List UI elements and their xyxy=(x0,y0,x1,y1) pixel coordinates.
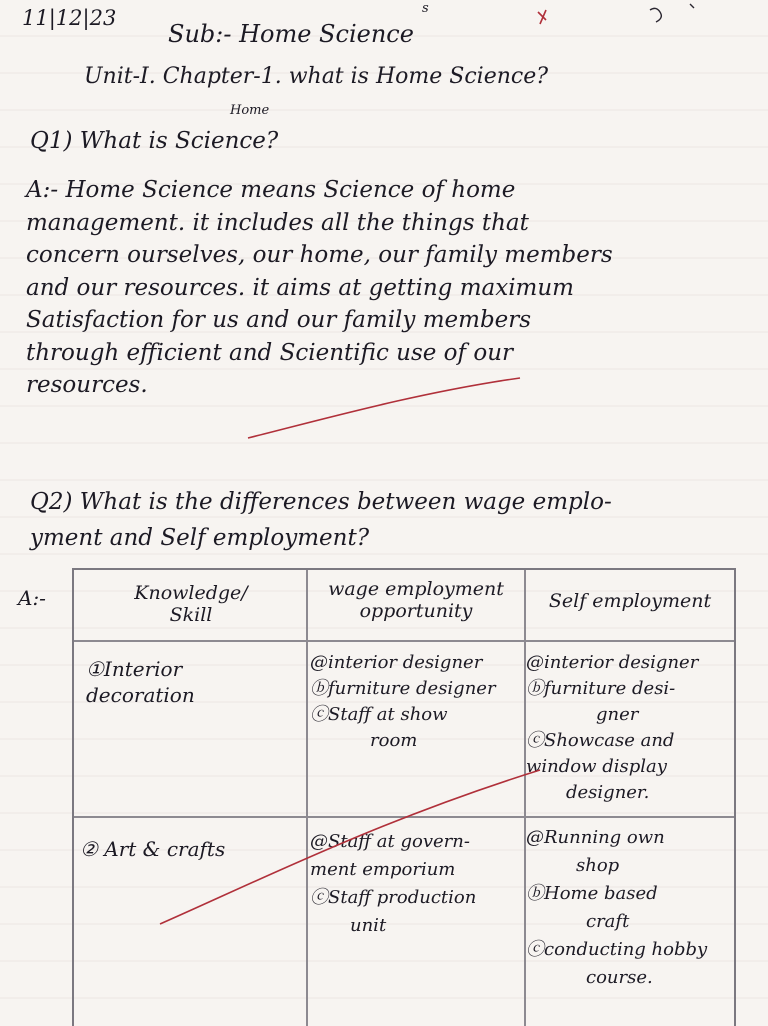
answer-1-line: Satisfaction for us and our family members xyxy=(26,307,532,333)
table-cell-line: ment emporium xyxy=(310,859,456,880)
table-row-1-skill xyxy=(86,656,195,708)
table-header-line: Knowledge/ xyxy=(134,582,248,604)
answer-2-label: A:- xyxy=(18,586,46,610)
table-row-1-wage xyxy=(310,650,496,754)
table-cell-line: @interior designer xyxy=(310,652,483,673)
table-cell-line: decoration xyxy=(86,683,195,707)
subject-superscript: s xyxy=(422,1,429,16)
table-header-line: Self employment xyxy=(548,590,712,612)
answer-1-line: A:- Home Science means Science of home xyxy=(26,177,516,203)
table-header-skill xyxy=(80,582,302,626)
table-cell-line: ⓑfurniture designer xyxy=(310,678,496,699)
table-cell-line: ⓒconducting hobby xyxy=(526,939,708,960)
table-cell-line: @Staff at govern- xyxy=(310,831,470,852)
table-cell-line: ⓒStaff at show xyxy=(310,704,448,725)
table-cell-line: course. xyxy=(586,967,653,988)
table-cell-line: room xyxy=(370,730,418,751)
ink-scribble xyxy=(650,4,694,22)
answer-1-line: management. it includes all the things that xyxy=(26,209,529,236)
subject-title: Sub:- Home Science xyxy=(168,20,414,48)
question-1-superscript: Home xyxy=(230,103,270,118)
table-header-self xyxy=(528,590,732,612)
red-pen-mark xyxy=(538,10,546,24)
comparison-table xyxy=(72,568,736,1026)
table-cell-line: shop xyxy=(576,855,620,876)
question-2-line: Q2) What is the differences between wage emplo- xyxy=(30,489,612,515)
table-row-2-self xyxy=(526,824,707,992)
table-cell-line: ⓑfurniture desi- xyxy=(526,678,676,699)
answer-1-line: and our resources. it aims at getting maximum xyxy=(26,274,574,301)
answer-1-line: concern ourselves, our home, our family members xyxy=(26,242,613,268)
table-cell-line: @interior designer xyxy=(526,652,699,673)
unit-chapter-title: Unit-I. Chapter-1. what is Home Science? xyxy=(84,64,549,89)
table-cell-line: designer. xyxy=(566,782,650,803)
table-header-line: opportunity xyxy=(359,600,473,622)
question-2-line: yment and Self employment? xyxy=(30,525,370,551)
question-2 xyxy=(30,484,768,556)
table-cell-line: ⓒStaff production xyxy=(310,887,477,908)
table-cell-line: unit xyxy=(350,915,387,936)
table-row-2-skill xyxy=(80,836,225,862)
answer-1 xyxy=(26,174,760,402)
table-cell-line: ⓑHome based xyxy=(526,883,658,904)
table-cell-line: @Running own xyxy=(526,827,665,848)
table-cell-line: craft xyxy=(586,911,630,932)
date: 11|12|23 xyxy=(22,6,117,30)
table-cell-line: ⓒShowcase and xyxy=(526,730,675,751)
table-row-2-wage xyxy=(310,828,476,940)
table-row-divider xyxy=(74,640,734,642)
answer-1-line: through efficient and Scientific use of our xyxy=(26,339,514,366)
table-cell-line: ② Art & crafts xyxy=(80,837,226,861)
table-header-wage xyxy=(310,578,522,622)
question-1: Q1) What is Science? xyxy=(30,128,279,154)
table-column-divider xyxy=(306,570,308,1026)
table-header-line: wage employment xyxy=(328,578,504,600)
table-cell-line: gner xyxy=(596,704,639,725)
table-row-divider xyxy=(74,816,734,818)
table-cell-line: ①Interior xyxy=(86,657,183,681)
table-header-line: Skill xyxy=(169,604,213,626)
table-row-1-self xyxy=(526,650,698,806)
answer-1-line: resources. xyxy=(26,372,148,398)
table-cell-line: window display xyxy=(526,756,667,777)
